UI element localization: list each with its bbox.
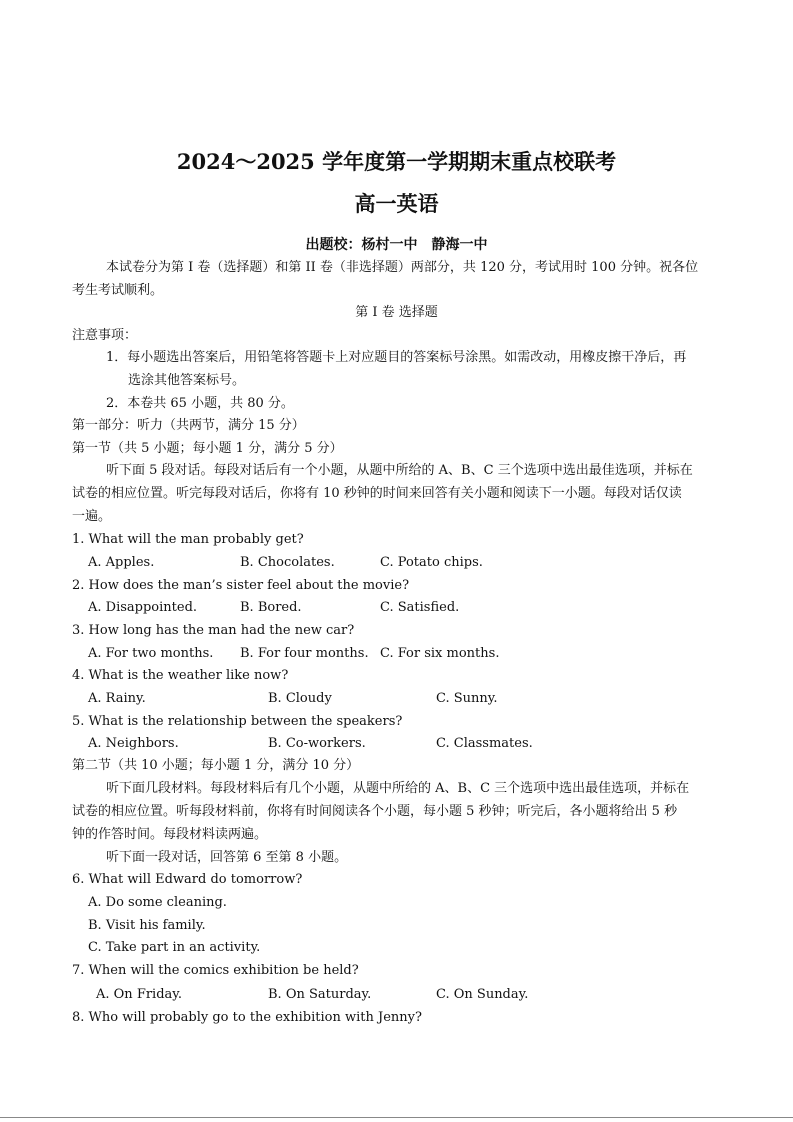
- q7-option-a: A. On Friday.: [96, 987, 183, 1002]
- volume-title: 第 I 卷 选择题: [355, 305, 438, 320]
- section1-instr-1: 听下面 5 段对话。每段对话后有一个小题，从题中所给的 A、B、C 三个选项中选出最佳选项，并标在: [106, 463, 693, 478]
- note-1-line-2: 选涂其他答案标号。: [128, 373, 246, 388]
- q4-option-b: B. Cloudy: [268, 691, 332, 706]
- page-bottom-rule: [0, 1117, 793, 1118]
- q5-option-a: A. Neighbors.: [88, 736, 179, 751]
- school-line: 出题校：杨村一中 静海一中: [305, 237, 488, 253]
- note-1-line-1: 1．每小题选出答案后，用铅笔将答题卡上对应题目的答案标号涂黑。如需改动，用橡皮擦干净后，再: [106, 350, 687, 365]
- q2-option-a: A. Disappointed.: [88, 600, 198, 615]
- question-8: 8. Who will probably go to the exhibition with Jenny?: [72, 1010, 422, 1025]
- q6-option-a: A. Do some cleaning.: [88, 895, 227, 910]
- question-2: 2. How does the man’s sister feel about the movie?: [72, 578, 410, 593]
- q5-option-c: C. Classmates.: [436, 736, 533, 751]
- q4-option-a: A. Rainy.: [88, 691, 146, 706]
- exam-title: 2024～2025 学年度第一学期期末重点校联考: [176, 149, 617, 174]
- section2-instr-2: 试卷的相应位置。听每段材料前，你将有时间阅读各个小题，每小题 5 秒钟；听完后，各小题将给出 5 秒: [72, 804, 678, 819]
- question-4: 4. What is the weather like now?: [72, 668, 289, 683]
- note-2: 2．本卷共 65 小题，共 80 分。: [106, 396, 294, 411]
- q4-option-c: C. Sunny.: [436, 691, 498, 706]
- section2-instr-3: 钟的作答时间。每段材料读两遍。: [72, 827, 268, 842]
- section1-instr-2: 试卷的相应位置。听完每段对话后，你将有 10 秒钟的时间来回答有关小题和阅读下一小题。每段对话仅读: [72, 486, 682, 501]
- part1-title: 第一部分：听力（共两节，满分 15 分）: [72, 418, 305, 433]
- section1-instr-3: 一遍。: [72, 509, 112, 524]
- q1-option-b: B. Chocolates.: [240, 555, 335, 570]
- notes-title: 注意事项：: [72, 328, 138, 343]
- question-3: 3. How long has the man had the new car?: [72, 623, 355, 638]
- intro-line-1: 本试卷分为第 I 卷（选择题）和第 II 卷（非选择题）两部分，共 120 分，考试用时 100 分钟。祝各位: [106, 260, 699, 275]
- question-1: 1. What will the man probably get?: [72, 532, 304, 547]
- question-7: 7. When will the comics exhibition be held?: [72, 963, 359, 978]
- section1-title: 第一节（共 5 小题；每小题 1 分，满分 5 分）: [72, 441, 343, 456]
- q6-option-b: B. Visit his family.: [88, 918, 206, 933]
- q5-option-b: B. Co-workers.: [268, 736, 366, 751]
- question-5: 5. What is the relationship between the speakers?: [72, 714, 403, 729]
- subject-title: 高一英语: [354, 191, 439, 216]
- q2-option-c: C. Satisfied.: [380, 600, 460, 615]
- q3-option-b: B. For four months.: [240, 646, 369, 661]
- q1-option-a: A. Apples.: [88, 555, 155, 570]
- q7-option-c: C. On Sunday.: [436, 987, 529, 1002]
- q2-option-b: B. Bored.: [240, 600, 302, 615]
- q1-option-c: C. Potato chips.: [380, 555, 483, 570]
- question-6: 6. What will Edward do tomorrow?: [72, 872, 303, 887]
- intro-line-2: 考生考试顺利。: [72, 283, 164, 298]
- q6-option-c: C. Take part in an activity.: [88, 940, 261, 955]
- q7-option-b: B. On Saturday.: [268, 987, 372, 1002]
- q3-option-c: C. For six months.: [380, 646, 500, 661]
- section2-instr-1: 听下面几段材料。每段材料后有几个小题，从题中所给的 A、B、C 三个选项中选出最佳选项，并标在: [106, 781, 690, 796]
- q3-option-a: A. For two months.: [88, 646, 214, 661]
- section2-sub: 听下面一段对话，回答第 6 至第 8 小题。: [106, 850, 348, 865]
- section2-title: 第二节（共 10 小题；每小题 1 分，满分 10 分）: [72, 758, 360, 773]
